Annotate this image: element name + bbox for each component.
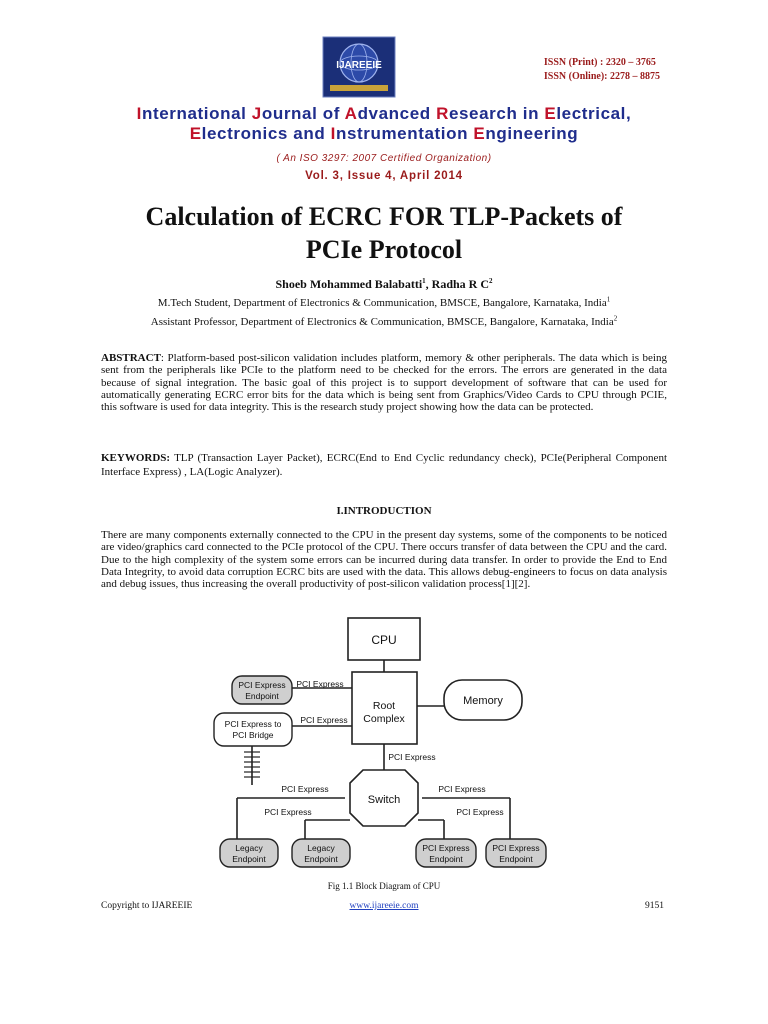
- issn-block: [544, 56, 660, 84]
- svg-text:Legacy: Legacy: [307, 843, 335, 853]
- keywords: [101, 451, 667, 479]
- svg-text:Endpoint: Endpoint: [499, 854, 533, 864]
- cpu-block-diagram: [205, 612, 557, 874]
- svg-text:PCI Bridge: PCI Bridge: [232, 730, 274, 740]
- svg-text:PCI Express: PCI Express: [492, 843, 540, 853]
- issn-online: ISSN (Online): 2278 – 8875: [543, 71, 660, 82]
- memory-label: Memory: [463, 695, 503, 707]
- journal-name-line2: Electronics and Instrumentation Engineering: [189, 124, 579, 143]
- link-label: PCI Express: [438, 784, 486, 794]
- figure-caption: Fig 1.1 Block Diagram of CPU: [327, 881, 441, 891]
- link-label: PCI Express: [388, 752, 436, 762]
- abstract-label: ABSTRACT: [101, 352, 161, 364]
- authors: Shoeb Mohammed Balabatti$^1$, Radha R $C^2$: [275, 277, 493, 291]
- affiliation-1: M.Tech Student, Department of Electronics & Communication, BMSCE, Bangalore, Karnataka, India$^1$: [157, 295, 611, 309]
- link-label: PCI Express: [456, 807, 504, 817]
- copyright: Copyright to IJAREEIE: [101, 901, 193, 911]
- svg-text:PCI Express: PCI Express: [422, 843, 470, 853]
- keywords-text: TLP (Transaction Layer Packet), ECRC(End to End Cyclic redundancy check), PCIe(Peripheral Component Interface Express) , LA(Logic Analyzer).: [101, 452, 667, 478]
- link-label: PCI Express: [281, 784, 329, 794]
- affiliation-2: Assistant Professor, Department of Electronics & Communication, BMSCE, Bangalore, Karnataka, India$^2$: [150, 314, 618, 328]
- switch-label: Switch: [367, 794, 401, 806]
- root-label-2: Complex: [363, 713, 405, 725]
- certified-organization: ( An ISO 3297: 2007 Certified Organization): [276, 153, 492, 164]
- abstract-text: : Platform-based post-silicon validation includes platform, memory & other peripherals. The data which is being sent from the peripherals like PCIe to the platform need to be checked for the errors. The errors are generated in the data because of signal integration. The basic goal of this project is to support development of software that can be used for automatically generating ECRC error bits for the data which is being sent from Graphics/Video Cards to CPU through PCIE, this software is used for data integrity. This is the research study project showing how the data can be protected.: [101, 352, 667, 414]
- svg-text:PCI Express to: PCI Express to: [224, 719, 282, 729]
- link-label: PCI Express: [264, 807, 312, 817]
- title-line2: PCIe Protocol: [305, 235, 463, 264]
- title-line1: Calculation of ECRC FOR TLP-Packets of: [145, 202, 623, 231]
- svg-text:Endpoint: Endpoint: [429, 854, 463, 864]
- paper-title: [0, 200, 768, 266]
- keywords-label: KEYWORDS:: [101, 452, 171, 464]
- journal-logo: [322, 36, 396, 98]
- section-heading-introduction: I.INTRODUCTION: [336, 505, 432, 517]
- journal-name-line1: International Journal of Advanced Research in Electrical,: [136, 104, 632, 123]
- issn-print: ISSN (Print) : 2320 – 3765: [543, 57, 656, 68]
- volume-issue: Vol. 3, Issue 4, April 2014: [305, 170, 463, 182]
- svg-text:PCI Express: PCI Express: [238, 680, 286, 690]
- logo-text: IJAREEIE: [336, 60, 382, 71]
- introduction-text: There are many components externally connected to the CPU in the present day systems, some of the components to be noticed are video/graphics card connected to the PCIe protocol of the CPU. There occurs transfer of data between the CPU and the card. Due to the high complexity of the system some errors can be incurred during data transfer. In order to provide the End to End Data Integrity, to avoid data corruption ECRC bits are used with the data. This allows debug-engineers to focus on data analysis and debug issues, thus increasing the overall productivity of post-silicon validation process[1][2].: [101, 529, 667, 591]
- link-label: PCI Express: [296, 679, 344, 689]
- svg-text:Endpoint: Endpoint: [232, 854, 266, 864]
- journal-url-link[interactable]: www.ijareeie.com: [349, 901, 419, 911]
- link-label: PCI Express: [300, 715, 348, 725]
- cpu-label: CPU: [371, 633, 397, 647]
- root-label-1: Root: [372, 700, 396, 712]
- author-2: Radha R C: [431, 277, 490, 291]
- svg-text:Endpoint: Endpoint: [245, 691, 279, 701]
- author-1: Shoeb Mohammed Balabatti: [275, 277, 423, 291]
- abstract: [101, 352, 667, 413]
- svg-text:Endpoint: Endpoint: [304, 854, 338, 864]
- svg-text:Legacy: Legacy: [235, 843, 263, 853]
- page-number: 9151: [645, 901, 664, 911]
